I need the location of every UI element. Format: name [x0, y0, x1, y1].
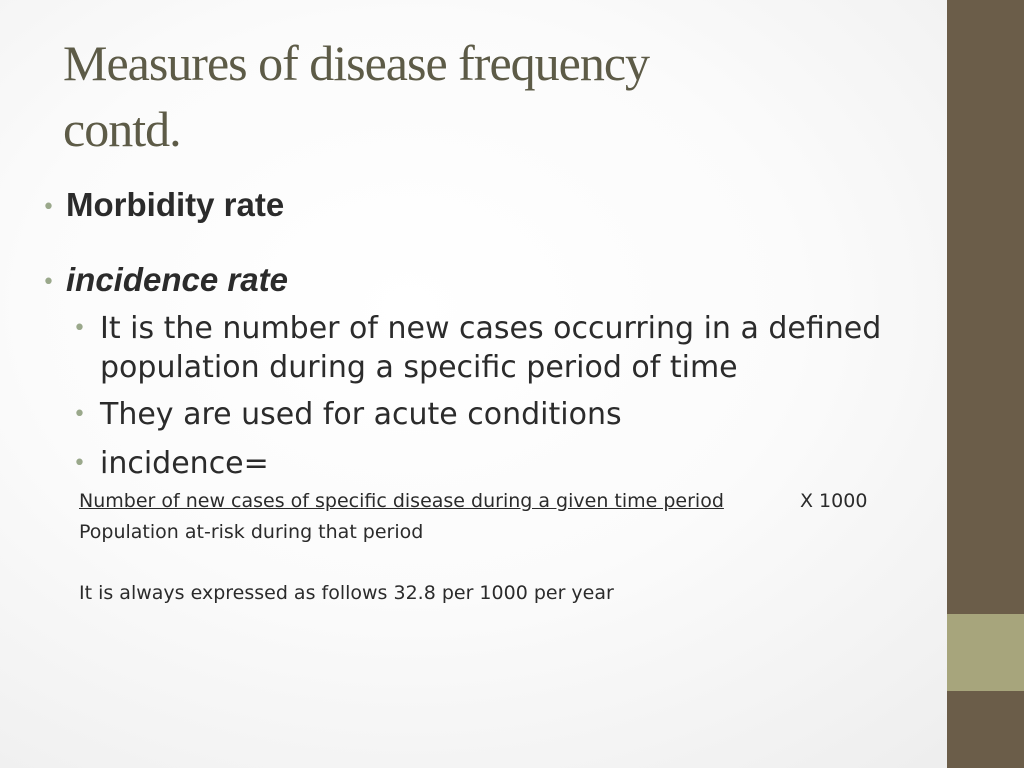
sub-bullet-incidence-formula-label: incidence= [100, 446, 269, 481]
sub-bullet-acute-conditions: They are used for acute conditions [100, 397, 622, 432]
sub-bullet-dot-icon: • [73, 316, 86, 341]
bullet-incidence-rate: incidence rate [66, 261, 288, 298]
bullet-morbidity-rate: Morbidity rate [66, 186, 285, 223]
title-line-1: Measures of disease frequency [63, 35, 650, 91]
title-line-2: contd. [63, 101, 181, 157]
expression-note: It is always expressed as follows 32.8 per 1000 per year [79, 582, 614, 604]
sub-bullet-definition-line-2: population during a specific period of time [100, 350, 738, 385]
formula-numerator: Number of new cases of specific disease during a given time period [79, 490, 724, 512]
formula-denominator: Population at-risk during that period [79, 521, 424, 543]
bullet-dot-icon: • [42, 195, 55, 220]
slide-title [63, 30, 923, 162]
sub-bullet-dot-icon: • [73, 402, 86, 427]
sub-bullet-dot-icon: • [73, 451, 86, 476]
formula-multiplier: X 1000 [800, 490, 868, 512]
sub-bullet-definition-line-1: It is the number of new cases occurring in a defined [100, 311, 882, 346]
bullet-dot-icon: • [42, 270, 55, 295]
sidebar-accent-block [947, 614, 1024, 691]
